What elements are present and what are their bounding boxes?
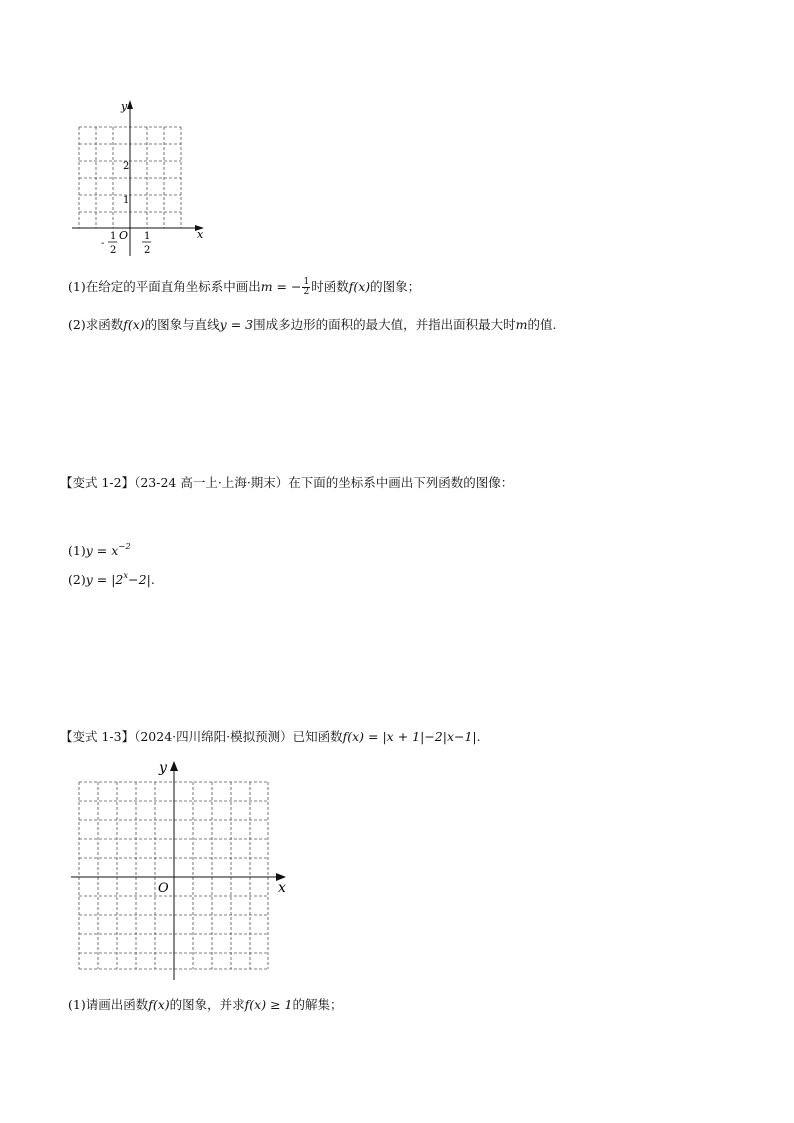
y-axis-arrow-1 [127,100,133,109]
x-tick-neg-den: 2 [110,245,117,256]
origin-label-2: O [158,881,169,896]
variant-1-2-item-2: $(2)y = |2^x-2|$. [68,571,155,587]
coordinate-grid-1 [60,98,210,260]
y-tick-label-1: 1 [123,195,130,206]
question-1-2: (2)求函数f(x)的图象与直线y = 3围成多边形的面积的最大值，并指出面积最大时m的值. [68,317,557,332]
y-tick-label-2: 2 [123,161,130,172]
variant-1-2-header: 【变式 1-2】（23-24 高一上·上海·期末）在下面的坐标系中画出下列函数的图像： [60,475,514,490]
x-tick-neg-sign: - [101,238,105,249]
coordinate-grid-2 [68,758,298,982]
fraction-one-half: $\frac{1}{2}$ [303,277,310,297]
y-axis-label-1: y [121,100,128,113]
x-tick-neg-num: 1 [110,231,117,242]
origin-label-1: O [119,229,129,242]
variant-1-2-item-1: $(1)y = x^{-2}$ [68,542,131,558]
variant-1-3-header: 【变式 1-3】（2024·四川绵阳·模拟预测）已知函数f(x) = |x + 1|−2|x−1|. [60,729,481,744]
x-axis-label-2: x [278,880,286,896]
y-axis-label-2: y [159,760,167,776]
variant-1-3-question-1: (1)请画出函数f(x)的图象，并求f(x) ≥ 1的解集； [68,997,343,1012]
y-axis-arrow-2 [170,761,178,771]
x-tick-pos-num: 1 [144,231,151,242]
question-1-1: (1)在给定的平面直角坐标系中画出m = − $\frac{1}{2}$ 时函数f(x)的图象； [68,277,421,297]
x-axis-label-1: x [197,228,204,241]
x-tick-pos-den: 2 [144,245,151,256]
